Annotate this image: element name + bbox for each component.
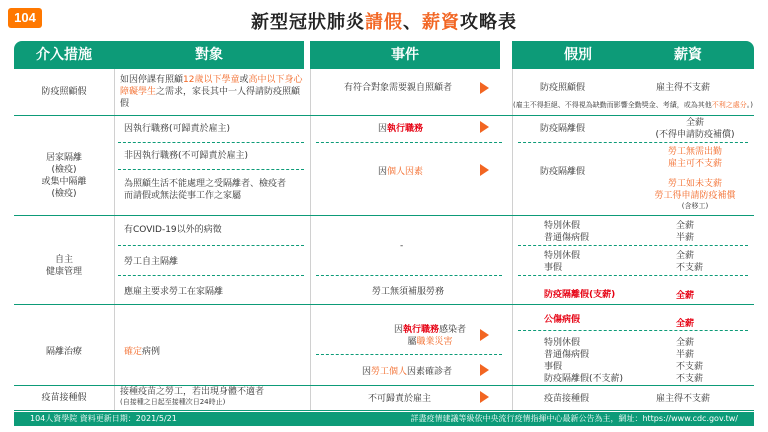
- care-event: 有符合對象需要親自照顧者: [344, 83, 453, 93]
- arrow-treat-duty: [480, 329, 489, 341]
- self-leave-2: 特別休假 事假: [544, 251, 581, 273]
- footer-bar: [14, 412, 754, 426]
- self-leave-3: 防疫隔離假(支薪): [544, 290, 616, 300]
- brand-logo: 104: [8, 8, 42, 28]
- self-target-isolation: 勞工自主隔離: [124, 257, 179, 267]
- quarantine-leave-personal: 防疫隔離假: [540, 167, 586, 177]
- treat-target: 確定病例: [124, 347, 161, 357]
- self-salary-2: 全薪 不支薪: [676, 251, 704, 273]
- care-leave: 防疫照顧假: [540, 83, 586, 93]
- arrow-quarantine-personal: [480, 164, 489, 176]
- group-home-quarantine: 居家隔離 (檢疫) 或集中隔離 (檢疫): [41, 153, 87, 199]
- treat-salary-personal: 全薪 半薪 不支薪 不支薪: [676, 338, 704, 384]
- group-isolation-treatment: 隔離治療: [45, 347, 82, 357]
- vaccine-leave: 疫苗接種假: [544, 394, 590, 404]
- header-leave: 假別: [564, 47, 592, 63]
- arrow-treat-personal: [480, 364, 489, 376]
- header-measure: 介入措施: [14, 41, 114, 69]
- footer-source: 104人資學院 資料更新日期：2021/5/21: [30, 414, 177, 423]
- self-target-employer: 應雇主要求勞工在家隔離: [124, 287, 224, 297]
- treat-event-duty: 因執行職務感染者 屬職業災害: [393, 325, 467, 347]
- self-event-no-makeup: 勞工無須補服勞務: [372, 287, 445, 297]
- self-salary-1: 全薪 半薪: [676, 221, 695, 243]
- self-event-dash: -: [400, 241, 404, 251]
- quarantine-salary-personal: 勞工無需出勤 雇主可不支薪 勞工如未支薪 勞工得申請防疫補償 (含移工): [654, 147, 736, 210]
- header-event: 事件: [310, 41, 500, 69]
- header-salary: 薪資: [674, 47, 702, 63]
- quarantine-target-duty: 因執行職務(可歸責於雇主): [124, 124, 231, 134]
- quarantine-target-nonduty: 非因執行職務(不可歸責於雇主): [124, 151, 249, 161]
- quarantine-salary-duty: 全薪 (不得申請防疫補償): [655, 118, 735, 140]
- vaccine-event: 不可歸責於雇主: [368, 394, 432, 404]
- vaccine-target: 接種疫苗之勞工，若出現身體不適者 (自接種之日起至接種次日24時止): [120, 387, 265, 406]
- quarantine-target-family: 為照顧生活不能處理之受隔離者、檢疫者而請假或無法從事工作之家屬: [124, 179, 287, 201]
- quarantine-event-duty: 因執行職務: [378, 124, 424, 134]
- vaccine-salary: 雇主得不支薪: [656, 394, 711, 404]
- treat-event-personal: 因勞工個人因素確診者: [362, 367, 453, 377]
- footer-cdc-note: 詳盡疫情建議等級依中央流行疫情指揮中心最新公告為主，網址：https://www.cdc.gov.tw/: [410, 414, 738, 423]
- arrow-care: [480, 82, 489, 94]
- arrow-quarantine-duty: [480, 121, 489, 133]
- group-vaccine-leave: 疫苗接種假: [41, 393, 87, 403]
- treat-salary-occupational: 全薪: [676, 319, 695, 329]
- group-care-leave: 防疫照顧假: [41, 87, 87, 97]
- treat-leave-occupational: 公傷病假: [544, 315, 581, 325]
- self-leave-1: 特別休假 普通傷病假: [544, 221, 590, 243]
- care-salary: 雇主得不支薪: [656, 83, 711, 93]
- group-self-health: 自主 健康管理: [45, 255, 82, 277]
- header-leave-salary: [512, 41, 754, 69]
- page-title: 新型冠狀肺炎請假、薪資攻略表: [251, 12, 517, 33]
- header-target: 對象: [114, 41, 304, 69]
- care-target: 如因停課有照顧12歲以下學童或高中以下身心障礙學生之需求，家長其中一人得請防疫照顧假: [120, 75, 303, 109]
- care-note: (雇主不得拒絕、不得視為缺勤而影響全勤獎金、考績，或為其他不利之處分。): [513, 101, 753, 109]
- quarantine-event-personal: 因個人因素: [378, 167, 424, 177]
- arrow-vaccine: [480, 391, 489, 403]
- self-target-symptoms: 有COVID-19以外的病徵: [124, 225, 222, 235]
- treat-leave-personal: 特別休假 普通傷病假 事假 防疫隔離假(不支薪): [544, 338, 624, 384]
- self-salary-3: 全薪: [676, 291, 695, 301]
- quarantine-leave-duty: 防疫隔離假: [540, 124, 586, 134]
